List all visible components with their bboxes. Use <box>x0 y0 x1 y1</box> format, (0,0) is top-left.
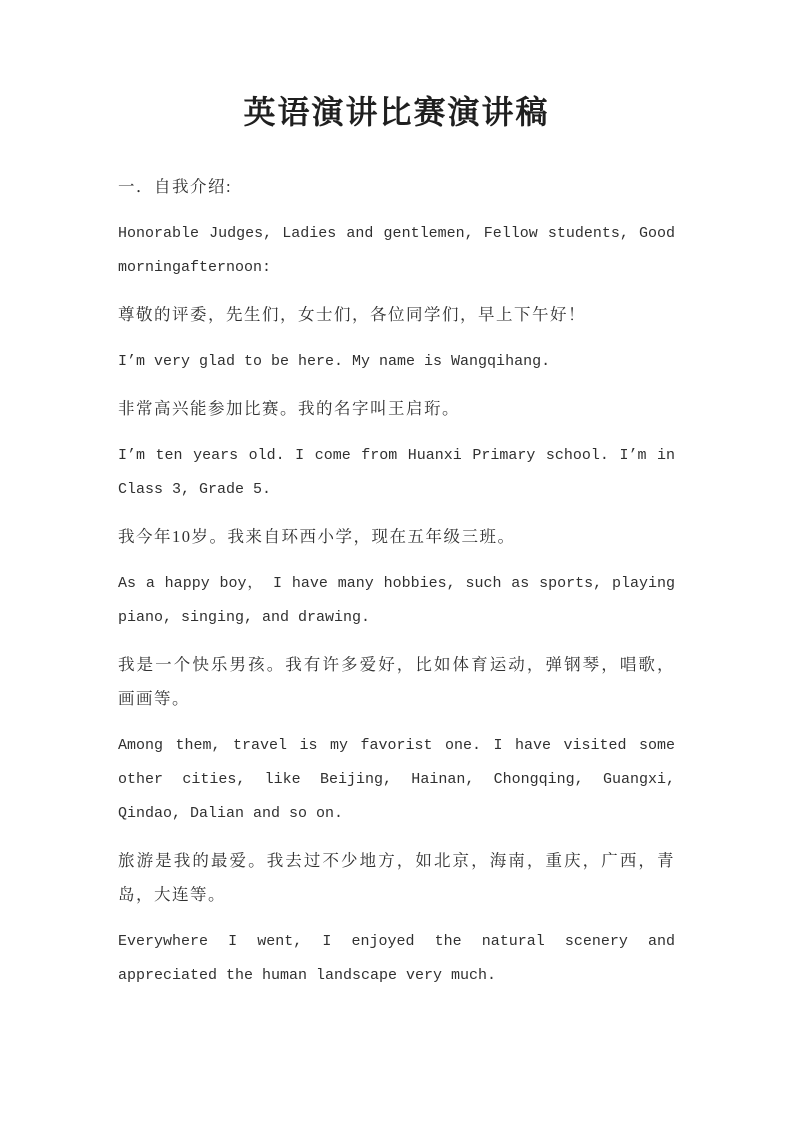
paragraph-en: Among them, travel is my favorist one. I have visited some other cities, like Beijing, Hainan, Chongqing, Guangxi, Qindao, Dalian and so on. <box>118 737 675 822</box>
section-heading: 一．自我介绍: <box>118 177 233 196</box>
paragraph-zh: 尊敬的评委，先生们，女士们，各位同学们，早上下午好！ <box>118 305 586 324</box>
paragraph-zh: 旅游是我的最爱。我去过不少地方，如北京，海南，重庆，广西，青岛，大连等。 <box>118 851 675 904</box>
document-title: 英语演讲比赛演讲稿 <box>243 94 550 130</box>
paragraph-zh: 非常高兴能参加比赛。我的名字叫王启珩。 <box>118 399 460 418</box>
paragraph-en: As a happy boy， I have many hobbies, such as sports, playing piano, singing, and drawing. <box>118 575 675 626</box>
paragraph-en: I’m ten years old. I come from Huanxi Primary school. I’m in Class 3, Grade 5. <box>118 447 675 498</box>
paragraph-zh: 我今年10岁。我来自环西小学，现在五年级三班。 <box>118 527 516 546</box>
paragraph-en: I’m very glad to be here. My name is Wangqihang. <box>118 353 551 370</box>
paragraph-zh: 我是一个快乐男孩。我有许多爱好，比如体育运动，弹钢琴，唱歌，画画等。 <box>118 655 675 708</box>
paragraph-en: Everywhere I went, I enjoyed the natural scenery and appreciated the human landscape very much. <box>118 933 675 984</box>
paragraph-list <box>118 217 675 993</box>
paragraph-en: Honorable Judges, Ladies and gentlemen, Fellow students, Good morningafternoon: <box>118 225 675 276</box>
